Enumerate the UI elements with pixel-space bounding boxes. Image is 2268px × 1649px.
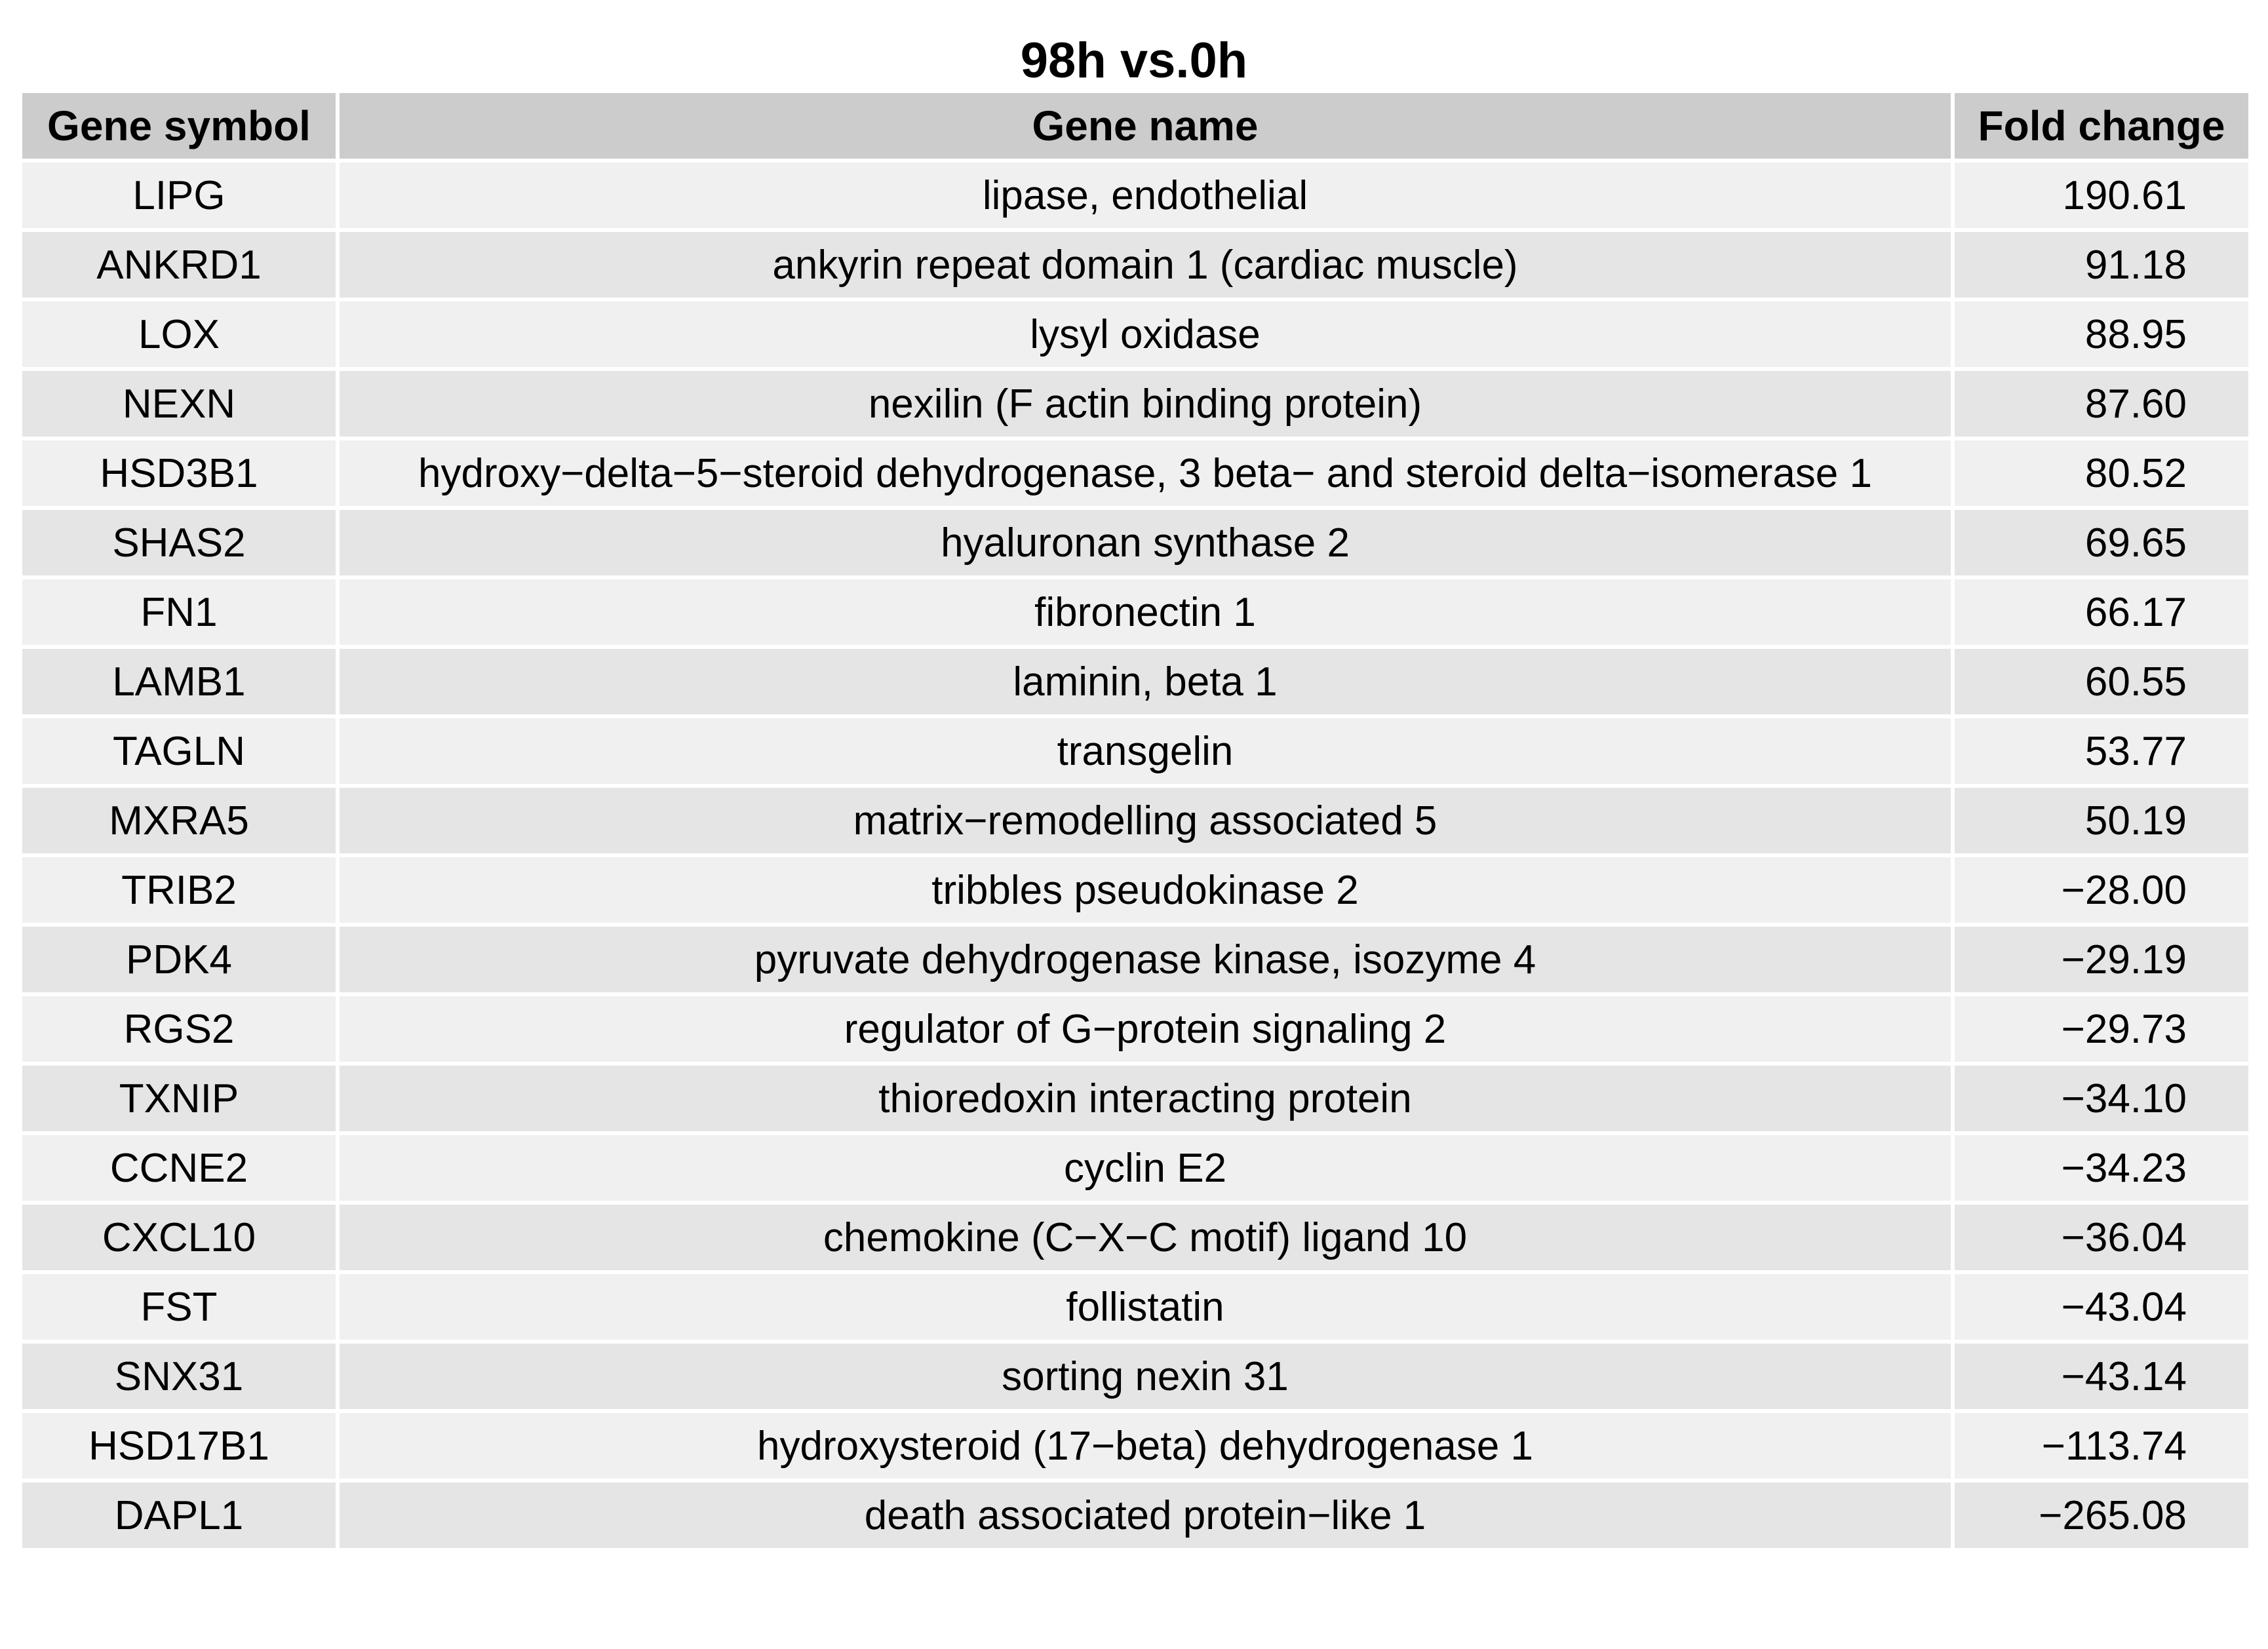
table-row [22, 1274, 2248, 1344]
gene-name-cell: lysyl oxidase [340, 301, 1955, 371]
fold-change-cell: −29.73 [1955, 996, 2248, 1066]
fold-change-cell: −34.10 [1955, 1066, 2248, 1135]
fold-change-cell: 88.95 [1955, 301, 2248, 371]
table-row [22, 1205, 2248, 1274]
fold-change-cell: 69.65 [1955, 510, 2248, 579]
gene-symbol-cell: MXRA5 [22, 788, 340, 857]
fold-change-cell: 80.52 [1955, 440, 2248, 510]
gene-symbol-cell: RGS2 [22, 996, 340, 1066]
column-header-gene-name: Gene name [340, 93, 1955, 163]
fold-change-cell: −113.74 [1955, 1413, 2248, 1483]
gene-symbol-cell: PDK4 [22, 927, 340, 996]
fold-change-cell: −29.19 [1955, 927, 2248, 996]
table-row [22, 301, 2248, 371]
gene-symbol-cell: ANKRD1 [22, 232, 340, 301]
gene-symbol-cell: CCNE2 [22, 1135, 340, 1205]
column-header-fold-change: Fold change [1955, 93, 2248, 163]
gene-table [22, 93, 2248, 1552]
gene-name-cell: sorting nexin 31 [340, 1344, 1955, 1413]
gene-name-cell: thioredoxin interacting protein [340, 1066, 1955, 1135]
gene-name-cell: transgelin [340, 718, 1955, 788]
gene-symbol-cell: LOX [22, 301, 340, 371]
gene-name-cell: ankyrin repeat domain 1 (cardiac muscle) [340, 232, 1955, 301]
gene-symbol-cell: FN1 [22, 579, 340, 649]
gene-symbol-cell: TXNIP [22, 1066, 340, 1135]
fold-change-cell: 91.18 [1955, 232, 2248, 301]
table-title: 98h vs.0h [1020, 33, 1248, 88]
gene-name-cell: hydroxysteroid (17−beta) dehydrogenase 1 [340, 1413, 1955, 1483]
table-row [22, 927, 2248, 996]
gene-symbol-cell: LIPG [22, 163, 340, 232]
gene-name-cell: follistatin [340, 1274, 1955, 1344]
gene-name-cell: matrix−remodelling associated 5 [340, 788, 1955, 857]
table-row [22, 996, 2248, 1066]
gene-symbol-cell: TRIB2 [22, 857, 340, 927]
gene-name-cell: hyaluronan synthase 2 [340, 510, 1955, 579]
gene-symbol-cell: LAMB1 [22, 649, 340, 718]
gene-name-cell: nexilin (F actin binding protein) [340, 371, 1955, 440]
table-row [22, 718, 2248, 788]
table-row [22, 440, 2248, 510]
table-row [22, 1483, 2248, 1552]
fold-change-cell: −34.23 [1955, 1135, 2248, 1205]
table-row [22, 1413, 2248, 1483]
fold-change-cell: −28.00 [1955, 857, 2248, 927]
fold-change-cell: −43.14 [1955, 1344, 2248, 1413]
table-row [22, 579, 2248, 649]
gene-name-cell: tribbles pseudokinase 2 [340, 857, 1955, 927]
table-row [22, 788, 2248, 857]
gene-symbol-cell: HSD17B1 [22, 1413, 340, 1483]
gene-symbol-cell: FST [22, 1274, 340, 1344]
gene-symbol-cell: HSD3B1 [22, 440, 340, 510]
gene-symbol-cell: CXCL10 [22, 1205, 340, 1274]
table-row [22, 649, 2248, 718]
table-row [22, 510, 2248, 579]
gene-name-cell: regulator of G−protein signaling 2 [340, 996, 1955, 1066]
gene-name-cell: chemokine (C−X−C motif) ligand 10 [340, 1205, 1955, 1274]
gene-name-cell: lipase, endothelial [340, 163, 1955, 232]
gene-name-cell: death associated protein−like 1 [340, 1483, 1955, 1552]
fold-change-cell: −43.04 [1955, 1274, 2248, 1344]
fold-change-cell: 190.61 [1955, 163, 2248, 232]
table-row [22, 857, 2248, 927]
gene-symbol-cell: DAPL1 [22, 1483, 340, 1552]
fold-change-cell: 60.55 [1955, 649, 2248, 718]
gene-name-cell: laminin, beta 1 [340, 649, 1955, 718]
gene-symbol-cell: SHAS2 [22, 510, 340, 579]
table-row [22, 371, 2248, 440]
gene-name-cell: fibronectin 1 [340, 579, 1955, 649]
gene-name-cell: pyruvate dehydrogenase kinase, isozyme 4 [340, 927, 1955, 996]
gene-name-cell: hydroxy−delta−5−steroid dehydrogenase, 3 beta− and steroid delta−isomerase 1 [340, 440, 1955, 510]
column-header-gene-symbol: Gene symbol [22, 93, 340, 163]
fold-change-cell: −36.04 [1955, 1205, 2248, 1274]
fold-change-cell: 66.17 [1955, 579, 2248, 649]
table-body [22, 163, 2248, 1552]
table-row [22, 1135, 2248, 1205]
table-row [22, 1344, 2248, 1413]
gene-symbol-cell: TAGLN [22, 718, 340, 788]
gene-symbol-cell: SNX31 [22, 1344, 340, 1413]
table-row [22, 163, 2248, 232]
fold-change-cell: 53.77 [1955, 718, 2248, 788]
gene-symbol-cell: NEXN [22, 371, 340, 440]
fold-change-cell: 87.60 [1955, 371, 2248, 440]
gene-name-cell: cyclin E2 [340, 1135, 1955, 1205]
header-row [22, 93, 2248, 163]
table-row [22, 232, 2248, 301]
fold-change-cell: 50.19 [1955, 788, 2248, 857]
table-row [22, 1066, 2248, 1135]
fold-change-cell: −265.08 [1955, 1483, 2248, 1552]
